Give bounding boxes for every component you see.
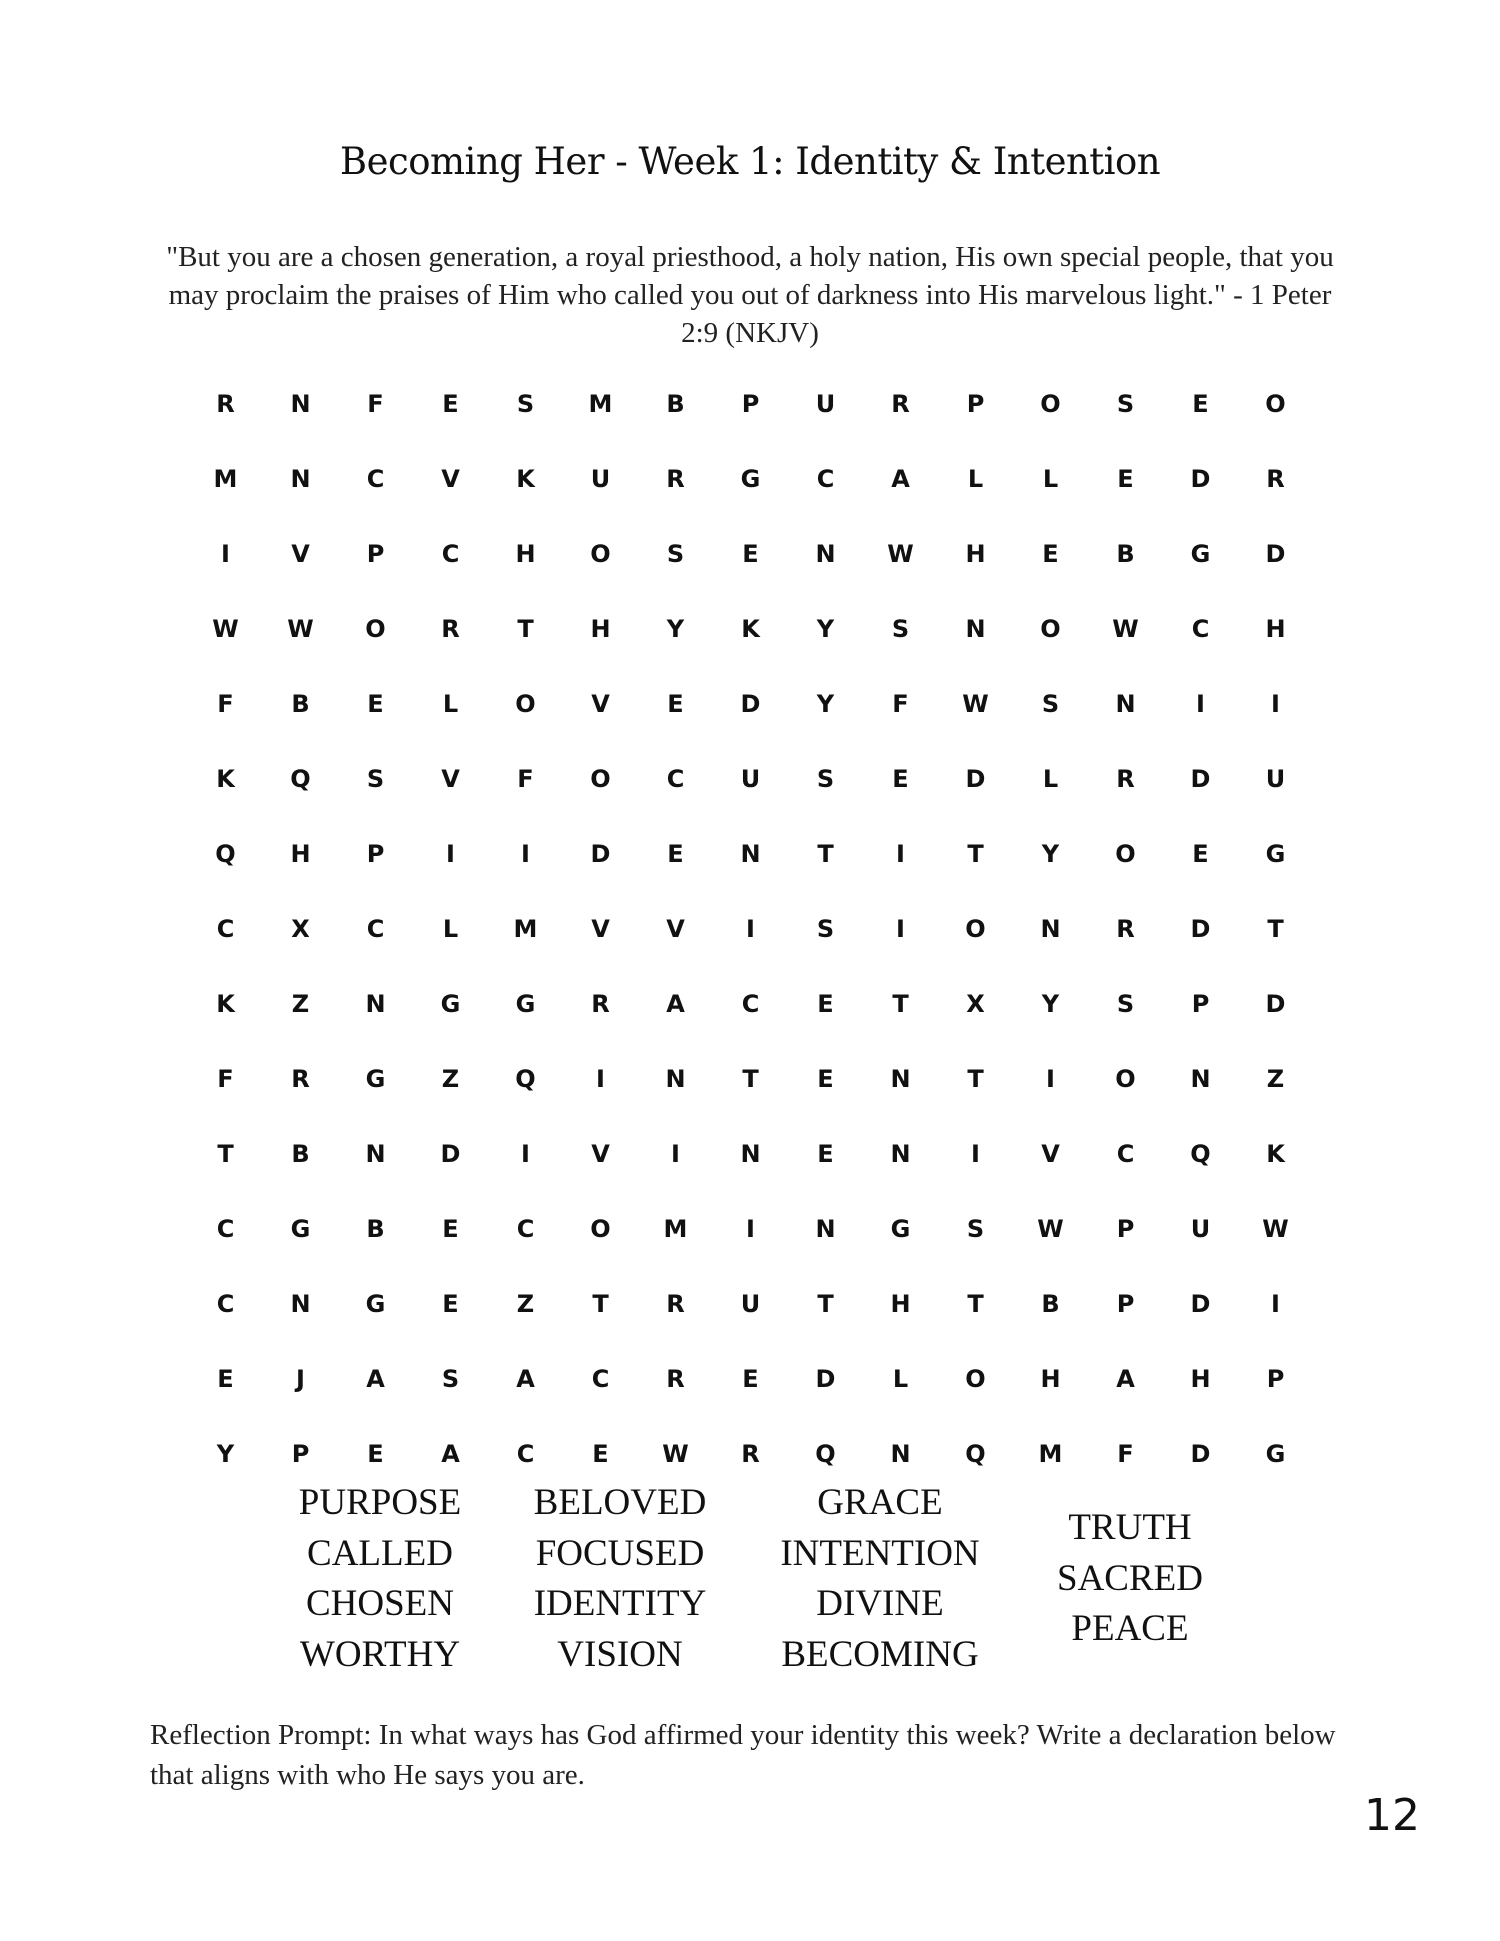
grid-letter: E — [817, 1064, 834, 1093]
grid-letter: P — [741, 389, 760, 418]
grid-letter: T — [967, 1064, 984, 1093]
grid-letter: N — [890, 1064, 911, 1093]
grid-letter: B — [291, 1139, 310, 1168]
grid-letter: U — [1190, 1214, 1211, 1243]
grid-letter: I — [521, 1139, 530, 1168]
grid-letter: R — [291, 1064, 310, 1093]
grid-letter: T — [892, 989, 909, 1018]
grid-letter: E — [667, 689, 684, 718]
grid-letter: D — [1190, 914, 1211, 943]
grid-letter: Y — [816, 689, 835, 718]
grid-letter: M — [588, 389, 613, 418]
grid-letter: N — [815, 539, 836, 568]
grid-letter: Y — [666, 614, 685, 643]
grid-letter: Z — [1266, 1064, 1285, 1093]
grid-letter: S — [1041, 689, 1060, 718]
grid-letter: P — [1191, 989, 1210, 1018]
grid-letter: A — [666, 989, 685, 1018]
grid-letter: I — [896, 914, 905, 943]
grid-letter: S — [816, 914, 835, 943]
grid-letter: R — [666, 1289, 685, 1318]
grid-letter: Q — [1190, 1139, 1211, 1168]
grid-letter: H — [1265, 614, 1286, 643]
grid-letter: C — [216, 914, 235, 943]
grid-letter: Y — [1041, 989, 1060, 1018]
grid-letter: V — [591, 914, 610, 943]
grid-letter: H — [290, 839, 311, 868]
grid-letter: L — [967, 464, 984, 493]
grid-letter: N — [365, 1139, 386, 1168]
grid-letter: N — [815, 1214, 836, 1243]
grid-letter: U — [740, 1289, 761, 1318]
reflection-prompt: Reflection Prompt: In what ways has God affirmed your identity this week? Write a declaration below that aligns with who He says you are. — [150, 1719, 1336, 1791]
grid-letter: M — [213, 464, 238, 493]
grid-letter: V — [441, 464, 460, 493]
grid-letter: O — [1265, 389, 1286, 418]
grid-letter: X — [291, 914, 310, 943]
word-bank — [0, 1478, 1500, 1688]
grid-letter: P — [1266, 1364, 1285, 1393]
grid-letter: N — [890, 1439, 911, 1468]
grid-letter: T — [592, 1289, 609, 1318]
word-bank-item: FOCUSED — [535, 1532, 705, 1574]
grid-letter: C — [1116, 1139, 1135, 1168]
grid-letter: U — [740, 764, 761, 793]
grid-letter: R — [591, 989, 610, 1018]
grid-letter: S — [1116, 389, 1135, 418]
grid-letter: O — [590, 1214, 611, 1243]
grid-letter: W — [287, 614, 314, 643]
grid-letter: R — [891, 389, 910, 418]
grid-letter: E — [442, 1214, 459, 1243]
grid-letter: K — [216, 989, 235, 1018]
grid-letter: P — [291, 1439, 310, 1468]
grid-letter: E — [592, 1439, 609, 1468]
grid-letter: T — [1267, 914, 1284, 943]
page-title: Becoming Her - Week 1: Identity & Intention — [339, 140, 1161, 183]
grid-letter: E — [367, 689, 384, 718]
grid-letter: E — [442, 1289, 459, 1318]
grid-letter: A — [1116, 1364, 1135, 1393]
grid-letter: Z — [516, 1289, 535, 1318]
grid-letter: C — [516, 1214, 535, 1243]
page-number: 12 — [1364, 1790, 1420, 1841]
grid-letter: D — [965, 764, 986, 793]
grid-letter: A — [516, 1364, 535, 1393]
grid-letter: C — [816, 464, 835, 493]
grid-letter: A — [891, 464, 910, 493]
grid-letter: E — [817, 989, 834, 1018]
grid-letter: S — [366, 764, 385, 793]
grid-letter: O — [590, 764, 611, 793]
grid-letter: Q — [515, 1064, 536, 1093]
grid-letter: Y — [1041, 839, 1060, 868]
grid-letter: R — [666, 1364, 685, 1393]
grid-letter: W — [1262, 1214, 1289, 1243]
grid-letter: G — [290, 1214, 311, 1243]
grid-letter: I — [1046, 1064, 1055, 1093]
grid-letter: R — [666, 464, 685, 493]
grid-letter: D — [815, 1364, 836, 1393]
grid-letter: W — [1112, 614, 1139, 643]
word-bank-item: INTENTION — [780, 1532, 980, 1574]
grid-letter: N — [740, 839, 761, 868]
grid-letter: B — [1041, 1289, 1060, 1318]
grid-letter: B — [666, 389, 685, 418]
grid-letter: D — [740, 689, 761, 718]
grid-letter: T — [217, 1139, 234, 1168]
grid-letter: B — [291, 689, 310, 718]
grid-letter: H — [965, 539, 986, 568]
grid-letter: P — [366, 539, 385, 568]
grid-letter: O — [1115, 839, 1136, 868]
grid-letter: R — [1116, 914, 1135, 943]
grid-letter: V — [291, 539, 310, 568]
word-bank-item: DIVINE — [816, 1583, 944, 1624]
grid-letter: V — [591, 1139, 610, 1168]
word-bank-column — [500, 1478, 740, 1680]
grid-letter: E — [817, 1139, 834, 1168]
grid-letter: N — [290, 1289, 311, 1318]
grid-letter: B — [366, 1214, 385, 1243]
grid-letter: E — [1117, 464, 1134, 493]
grid-letter: O — [1115, 1064, 1136, 1093]
grid-letter: S — [891, 614, 910, 643]
grid-letter: C — [216, 1289, 235, 1318]
grid-letter: M — [1038, 1439, 1063, 1468]
grid-letter: E — [367, 1439, 384, 1468]
grid-letter: E — [667, 839, 684, 868]
grid-letter: U — [1265, 764, 1286, 793]
grid-letter: O — [1040, 614, 1061, 643]
word-bank-item: VISION — [557, 1633, 683, 1675]
grid-letter: J — [296, 1364, 305, 1393]
grid-letter: L — [1042, 764, 1059, 793]
grid-letter: G — [515, 989, 536, 1018]
grid-letter: N — [1115, 689, 1136, 718]
grid-letter: E — [217, 1364, 234, 1393]
grid-letter: M — [513, 914, 538, 943]
grid-letter: H — [590, 614, 611, 643]
grid-letter: I — [221, 539, 230, 568]
grid-letter: E — [742, 1364, 759, 1393]
grid-letter: E — [742, 539, 759, 568]
grid-letter: W — [212, 614, 239, 643]
grid-letter: T — [742, 1064, 759, 1093]
grid-letter: I — [746, 914, 755, 943]
grid-letter: G — [365, 1289, 386, 1318]
word-bank-item: PURPOSE — [298, 1482, 462, 1523]
grid-letter: K — [741, 614, 760, 643]
grid-letter: G — [1190, 539, 1211, 568]
word-bank-item: BECOMING — [781, 1633, 979, 1675]
grid-letter: D — [1265, 989, 1286, 1018]
grid-letter: O — [965, 1364, 986, 1393]
grid-letter: N — [365, 989, 386, 1018]
grid-letter: R — [441, 614, 460, 643]
grid-letter: H — [1190, 1364, 1211, 1393]
grid-letter: C — [516, 1439, 535, 1468]
grid-letter: G — [440, 989, 461, 1018]
grid-letter: Y — [216, 1439, 235, 1468]
grid-letter: Q — [965, 1439, 986, 1468]
grid-letter: S — [516, 389, 535, 418]
grid-letter: Z — [291, 989, 310, 1018]
grid-letter: U — [590, 464, 611, 493]
grid-letter: O — [365, 614, 386, 643]
grid-letter: I — [521, 839, 530, 868]
word-search-grid — [188, 366, 1313, 1468]
grid-letter: C — [741, 989, 760, 1018]
grid-letter: D — [1190, 1439, 1211, 1468]
grid-letter: D — [1190, 1289, 1211, 1318]
word-bank-item: SACRED — [1057, 1557, 1203, 1599]
grid-letter: V — [666, 914, 685, 943]
grid-letter: C — [1191, 614, 1210, 643]
grid-letter: I — [446, 839, 455, 868]
grid-letter: F — [1117, 1439, 1134, 1468]
grid-letter: S — [441, 1364, 460, 1393]
grid-letter: O — [1040, 389, 1061, 418]
grid-letter: K — [216, 764, 235, 793]
grid-letter: L — [442, 689, 459, 718]
grid-letter: E — [892, 764, 909, 793]
grid-letter: W — [887, 539, 914, 568]
grid-letter: C — [441, 539, 460, 568]
grid-letter: I — [596, 1064, 605, 1093]
grid-letter: P — [1116, 1214, 1135, 1243]
grid-letter: L — [442, 914, 459, 943]
word-bank-item: TRUTH — [1068, 1507, 1192, 1548]
grid-letter: P — [1116, 1289, 1135, 1318]
grid-letter: D — [440, 1139, 461, 1168]
grid-letter: F — [517, 764, 534, 793]
grid-letter: N — [290, 464, 311, 493]
grid-letter: C — [666, 764, 685, 793]
grid-letter: M — [663, 1214, 688, 1243]
grid-letter: N — [740, 1139, 761, 1168]
grid-letter: T — [967, 839, 984, 868]
grid-letter: Z — [441, 1064, 460, 1093]
grid-letter: C — [366, 464, 385, 493]
grid-letter: G — [740, 464, 761, 493]
grid-letter: S — [966, 1214, 985, 1243]
grid-letter: P — [366, 839, 385, 868]
grid-letter: I — [971, 1139, 980, 1168]
grid-letter: G — [890, 1214, 911, 1243]
grid-letter: D — [590, 839, 611, 868]
grid-letter: N — [890, 1139, 911, 1168]
word-bank-item: GRACE — [817, 1482, 943, 1523]
grid-letter: P — [966, 389, 985, 418]
grid-letter: O — [590, 539, 611, 568]
grid-letter: S — [816, 764, 835, 793]
word-bank-item: WORTHY — [299, 1633, 461, 1675]
grid-letter: I — [896, 839, 905, 868]
grid-letter: X — [966, 989, 985, 1018]
grid-letter: T — [817, 1289, 834, 1318]
grid-letter: Y — [816, 614, 835, 643]
grid-letter: A — [441, 1439, 460, 1468]
grid-letter: G — [1265, 1439, 1286, 1468]
grid-letter: V — [441, 764, 460, 793]
grid-letter: H — [515, 539, 536, 568]
grid-letter: T — [517, 614, 534, 643]
grid-letter: W — [662, 1439, 689, 1468]
grid-letter: B — [1116, 539, 1135, 568]
word-bank-item: CALLED — [307, 1532, 453, 1574]
grid-letter: I — [671, 1139, 680, 1168]
grid-letter: H — [1040, 1364, 1061, 1393]
word-bank-item: CHOSEN — [305, 1583, 455, 1624]
grid-letter: I — [1271, 1289, 1280, 1318]
grid-letter: F — [892, 689, 909, 718]
grid-letter: N — [1190, 1064, 1211, 1093]
grid-letter: V — [591, 689, 610, 718]
grid-letter: F — [217, 689, 234, 718]
word-bank-item: BELOVED — [533, 1482, 707, 1523]
grid-letter: K — [1266, 1139, 1285, 1168]
grid-letter: T — [817, 839, 834, 868]
grid-letter: O — [515, 689, 536, 718]
grid-letter: A — [366, 1364, 385, 1393]
grid-letter: W — [1037, 1214, 1064, 1243]
grid-letter: E — [1042, 539, 1059, 568]
grid-letter: I — [746, 1214, 755, 1243]
grid-letter: R — [1116, 764, 1135, 793]
grid-letter: S — [1116, 989, 1135, 1018]
scripture-verse: "But you are a chosen generation, a royal priesthood, a holy nation, His own special people, that you may proclaim the praises of Him who called you out of darkness into His marvelous light." - 1 Peter 2:9 (NKJV) — [166, 241, 1334, 349]
word-bank-item: PEACE — [1071, 1608, 1189, 1649]
grid-letter: N — [290, 389, 311, 418]
grid-letter: E — [1192, 839, 1209, 868]
grid-letter: V — [1041, 1139, 1060, 1168]
word-bank-column — [1010, 1503, 1250, 1655]
grid-letter: F — [217, 1064, 234, 1093]
grid-letter: C — [366, 914, 385, 943]
grid-letter: Q — [215, 839, 236, 868]
grid-letter: R — [216, 389, 235, 418]
grid-letter: L — [892, 1364, 909, 1393]
grid-letter: S — [666, 539, 685, 568]
grid-letter: K — [516, 464, 535, 493]
grid-letter: C — [591, 1364, 610, 1393]
grid-letter: N — [1040, 914, 1061, 943]
grid-letter: W — [962, 689, 989, 718]
grid-letter: G — [1265, 839, 1286, 868]
word-bank-column — [760, 1478, 1000, 1680]
grid-letter: L — [1042, 464, 1059, 493]
grid-letter: D — [1190, 764, 1211, 793]
grid-letter: Q — [290, 764, 311, 793]
grid-letter: T — [967, 1289, 984, 1318]
grid-letter: E — [442, 389, 459, 418]
grid-letter: D — [1265, 539, 1286, 568]
word-bank-item: IDENTITY — [533, 1583, 707, 1624]
grid-letter: D — [1190, 464, 1211, 493]
grid-letter: O — [965, 914, 986, 943]
grid-letter: I — [1196, 689, 1205, 718]
grid-letter: C — [216, 1214, 235, 1243]
grid-letter: H — [890, 1289, 911, 1318]
word-bank-column — [260, 1478, 500, 1680]
grid-letter: R — [1266, 464, 1285, 493]
grid-letter: R — [741, 1439, 760, 1468]
grid-letter: F — [367, 389, 384, 418]
grid-letter: N — [665, 1064, 686, 1093]
grid-letter: U — [815, 389, 836, 418]
grid-letter: I — [1271, 689, 1280, 718]
grid-letter: E — [1192, 389, 1209, 418]
grid-letter: N — [965, 614, 986, 643]
grid-letter: Q — [815, 1439, 836, 1468]
grid-letter: G — [365, 1064, 386, 1093]
